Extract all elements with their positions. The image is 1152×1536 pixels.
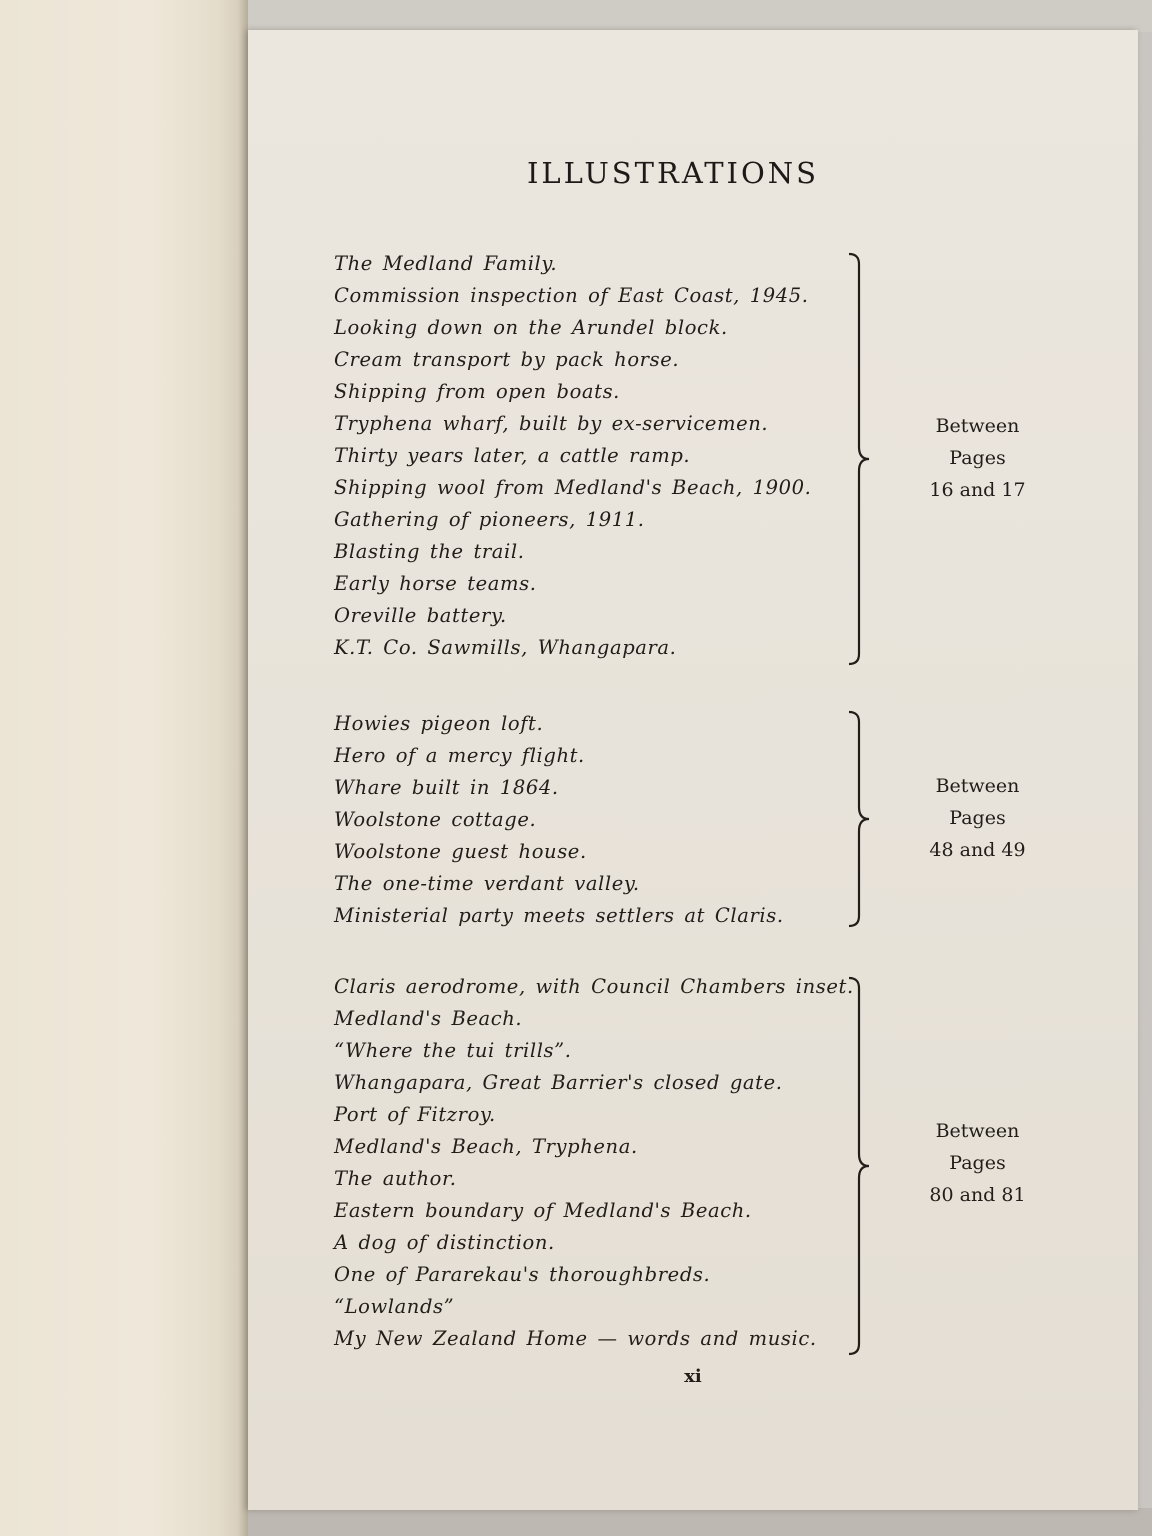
page-range-label: Between — [935, 415, 1020, 437]
list-item: Early horse teams. — [334, 572, 537, 595]
page-range-label: Pages — [949, 807, 1006, 829]
illustration-list-group-1 — [334, 248, 811, 664]
page-range-label: Between — [935, 1120, 1020, 1142]
list-item: Cream transport by pack horse. — [334, 348, 680, 371]
page-range-group-2 — [905, 770, 1050, 866]
list-item: “Where the tui trills”. — [334, 1039, 572, 1062]
list-item: The author. — [334, 1167, 457, 1190]
list-item: Woolstone guest house. — [334, 840, 587, 863]
list-item: A dog of distinction. — [334, 1231, 555, 1254]
list-item: Looking down on the Arundel block. — [334, 316, 728, 339]
background-top — [248, 0, 1152, 32]
background-bottom — [248, 1508, 1152, 1536]
list-item: Gathering of pioneers, 1911. — [334, 508, 645, 531]
brace-group-3 — [845, 976, 885, 1356]
list-item: Commission inspection of East Coast, 1945. — [334, 284, 809, 307]
illustration-list-group-3 — [334, 971, 854, 1355]
list-item: Medland's Beach. — [334, 1007, 523, 1030]
list-item: Whare built in 1864. — [334, 776, 559, 799]
list-item: Hero of a mercy flight. — [334, 744, 585, 767]
list-item: My New Zealand Home — words and music. — [334, 1327, 817, 1350]
list-item: Blasting the trail. — [334, 540, 525, 563]
list-item: Shipping from open boats. — [334, 380, 620, 403]
list-item: Shipping wool from Medland's Beach, 1900. — [334, 476, 812, 499]
list-item: Eastern boundary of Medland's Beach. — [334, 1199, 752, 1222]
list-item: Whangapara, Great Barrier's closed gate. — [334, 1071, 783, 1094]
page-title: ILLUSTRATIONS — [526, 156, 820, 190]
page-range-label: Between — [935, 775, 1020, 797]
list-item: Ministerial party meets settlers at Claris. — [334, 904, 784, 927]
list-item: Thirty years later, a cattle ramp. — [334, 444, 691, 467]
brace-group-2 — [845, 710, 885, 928]
page-number: xi — [684, 1366, 702, 1387]
list-item: Tryphena wharf, built by ex-servicemen. — [334, 412, 769, 435]
list-item: Claris aerodrome, with Council Chambers inset. — [334, 975, 854, 998]
page-range-group-3 — [905, 1115, 1050, 1211]
page-range-numbers: 80 and 81 — [929, 1184, 1026, 1206]
list-item: The one-time verdant valley. — [334, 872, 640, 895]
list-item: Oreville battery. — [334, 604, 507, 627]
page-range-group-1 — [905, 410, 1050, 506]
page-range-label: Pages — [949, 447, 1006, 469]
page-range-label: Pages — [949, 1152, 1006, 1174]
list-item: One of Pararekau's thoroughbreds. — [334, 1263, 711, 1286]
list-item: Woolstone cottage. — [334, 808, 537, 831]
page-range-numbers: 48 and 49 — [929, 839, 1026, 861]
page-range-numbers: 16 and 17 — [929, 479, 1026, 501]
list-item: K.T. Co. Sawmills, Whangapara. — [334, 636, 677, 659]
brace-group-1 — [845, 252, 885, 666]
list-item: Port of Fitzroy. — [334, 1103, 496, 1126]
facing-page — [0, 0, 248, 1536]
list-item: Howies pigeon loft. — [334, 712, 544, 735]
list-item: “Lowlands” — [334, 1295, 455, 1318]
list-item: Medland's Beach, Tryphena. — [334, 1135, 638, 1158]
list-item: The Medland Family. — [334, 252, 558, 275]
illustration-list-group-2 — [334, 708, 784, 932]
